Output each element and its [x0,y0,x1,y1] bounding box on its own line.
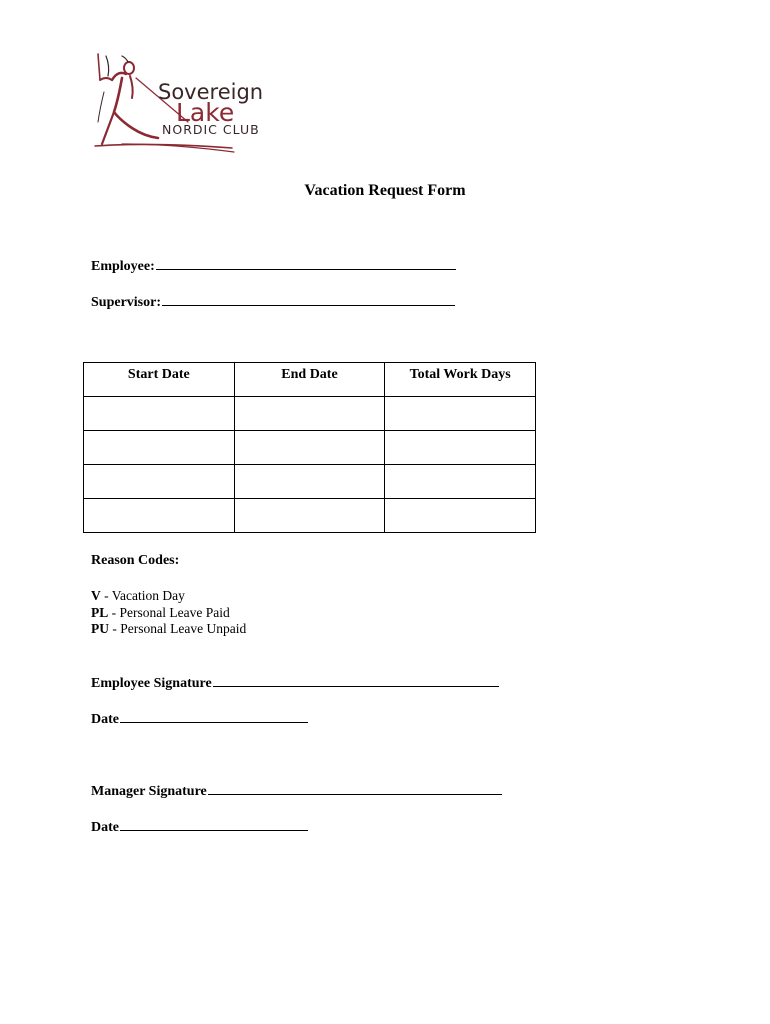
manager-date-label: Date [91,820,119,835]
manager-date-line[interactable] [120,818,308,831]
reason-code: PL [91,604,109,620]
reason-code-description: Personal Leave Paid [119,604,230,620]
reason-code-separator: - [100,588,112,603]
manager-signature-label: Manager Signature [91,784,207,799]
reason-code-separator: - [108,604,120,620]
supervisor-field [91,293,455,311]
supervisor-label: Supervisor: [91,295,161,310]
employee-signature-label: Employee Signature [91,676,212,691]
header-end-date: End Date [234,363,385,397]
logo-text-nordic-club: NORDIC CLUB [162,122,260,137]
reason-code-separator: - [109,621,121,636]
employee-field [91,257,456,275]
end-date-cell[interactable] [234,499,385,533]
employee-signature-field [91,674,499,692]
employee-date-line[interactable] [120,710,308,723]
employee-label: Employee: [91,259,155,274]
employee-date-field [91,710,308,728]
employee-date-label: Date [91,712,119,727]
reason-code: PU [91,621,109,636]
logo-text-lake: Lake [176,98,235,127]
employee-signature-line[interactable] [213,674,499,687]
end-date-cell[interactable] [234,465,385,499]
reason-code-item [91,605,246,622]
reason-codes-list [91,588,246,638]
total-work-days-cell[interactable] [385,397,536,431]
employee-input-line[interactable] [156,257,456,270]
manager-date-field [91,818,308,836]
club-logo [92,48,282,158]
header-total-work-days: Total Work Days [385,363,536,397]
start-date-cell[interactable] [84,499,235,533]
start-date-cell[interactable] [84,465,235,499]
header-start-date: Start Date [84,363,235,397]
reason-code-item [91,621,246,638]
total-work-days-cell[interactable] [385,499,536,533]
start-date-cell[interactable] [84,397,235,431]
table-row [84,397,536,431]
reason-codes-heading: Reason Codes: [91,553,180,568]
reason-code-description: Personal Leave Unpaid [120,621,247,636]
table-row [84,499,536,533]
logo-text-sovereign: Sovereign [158,80,264,104]
supervisor-input-line[interactable] [162,293,455,306]
manager-signature-field [91,782,502,800]
vacation-dates-table [83,362,536,533]
form-title: Vacation Request Form [304,182,466,199]
total-work-days-cell[interactable] [385,431,536,465]
manager-signature-line[interactable] [208,782,502,795]
end-date-cell[interactable] [234,397,385,431]
end-date-cell[interactable] [234,431,385,465]
start-date-cell[interactable] [84,431,235,465]
total-work-days-cell[interactable] [385,465,536,499]
reason-code-description: Vacation Day [111,588,185,603]
reason-code-item [91,588,246,605]
table-row [84,431,536,465]
table-row [84,465,536,499]
table-header-row [84,363,536,397]
reason-code: V [91,588,101,603]
